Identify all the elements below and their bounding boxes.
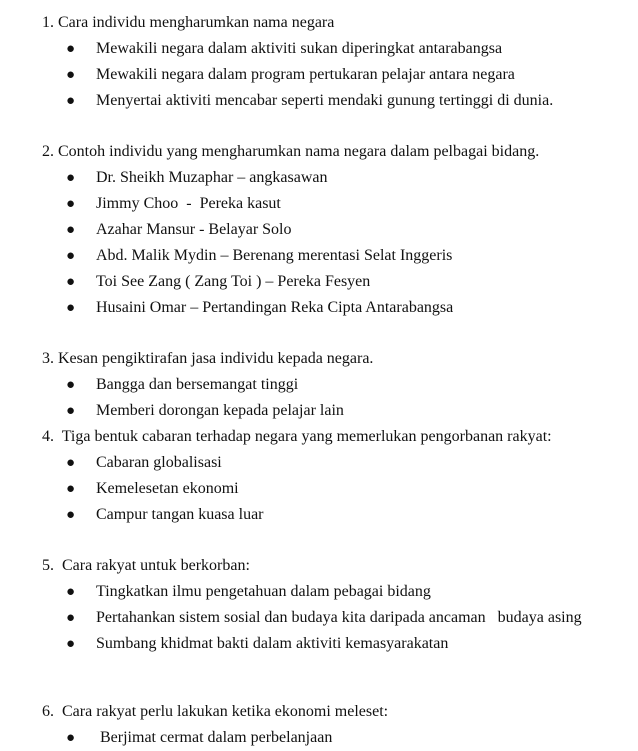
- bullet-icon: ●: [66, 170, 76, 186]
- bullet-icon: ●: [66, 730, 76, 746]
- section: [42, 139, 624, 321]
- bullet-text: Cabaran globalisasi: [96, 454, 222, 471]
- bullet-item: [42, 88, 624, 114]
- bullet-icon: ●: [66, 377, 76, 393]
- bullet-icon: ●: [66, 196, 76, 212]
- bullet-text: Campur tangan kuasa luar: [96, 506, 264, 523]
- bullet-text: Mewakili negara dalam aktiviti sukan diperingkat antarabangsa: [96, 40, 503, 57]
- bullet-icon: ●: [66, 41, 76, 57]
- section-heading: 6. Cara rakyat perlu lakukan ketika ekonomi meleset:: [42, 703, 389, 720]
- bullet-item: [42, 372, 624, 398]
- bullet-item: [42, 450, 624, 476]
- bullet-text: Memberi dorongan kepada pelajar lain: [96, 402, 344, 419]
- bullet-text: Berjimat cermat dalam perbelanjaan: [96, 729, 333, 746]
- section-heading: 1. Cara individu mengharumkan nama negara: [42, 14, 335, 31]
- bullet-icon: ●: [66, 636, 76, 652]
- bullet-icon: ●: [66, 274, 76, 290]
- section: [42, 553, 624, 657]
- bullet-item: [42, 502, 624, 528]
- bullet-text: Kemelesetan ekonomi: [96, 480, 239, 497]
- bullet-text: Jimmy Choo - Pereka kasut: [96, 195, 281, 212]
- bullet-text: Pertahankan sistem sosial dan budaya kita daripada ancaman budaya asing: [96, 609, 582, 626]
- bullet-item: [42, 191, 624, 217]
- bullet-item: [42, 295, 624, 321]
- bullet-text: Azahar Mansur - Belayar Solo: [96, 221, 292, 238]
- section-heading: 2. Contoh individu yang mengharumkan nama negara dalam pelbagai bidang.: [42, 143, 540, 160]
- bullet-item: [42, 62, 624, 88]
- bullet-text: Husaini Omar – Pertandingan Reka Cipta Antarabangsa: [96, 299, 454, 316]
- section-heading: 3. Kesan pengiktirafan jasa individu kepada negara.: [42, 350, 374, 367]
- bullet-item: [42, 631, 624, 657]
- bullet-icon: ●: [66, 222, 76, 238]
- bullet-icon: ●: [66, 584, 76, 600]
- bullet-item: [42, 165, 624, 191]
- bullet-item: [42, 243, 624, 269]
- section-heading: 4. Tiga bentuk cabaran terhadap negara yang memerlukan pengorbanan rakyat:: [42, 428, 552, 445]
- bullet-text: Abd. Malik Mydin – Berenang merentasi Selat Inggeris: [96, 247, 453, 264]
- bullet-icon: ●: [66, 403, 76, 419]
- section-heading: 5. Cara rakyat untuk berkorban:: [42, 557, 250, 574]
- bullet-item: [42, 476, 624, 502]
- bullet-icon: ●: [66, 300, 76, 316]
- bullet-text: Menyertai aktiviti mencabar seperti mendaki gunung tertinggi di dunia.: [96, 92, 554, 109]
- bullet-item: [42, 398, 624, 424]
- bullet-text: Sumbang khidmat bakti dalam aktiviti kemasyarakatan: [96, 635, 449, 652]
- bullet-text: Toi See Zang ( Zang Toi ) – Pereka Fesyen: [96, 273, 371, 290]
- bullet-text: Bangga dan bersemangat tinggi: [96, 376, 299, 393]
- bullet-icon: ●: [66, 507, 76, 523]
- bullet-item: [42, 605, 624, 631]
- bullet-icon: ●: [66, 248, 76, 264]
- bullet-text: Tingkatkan ilmu pengetahuan dalam pebagai bidang: [96, 583, 431, 600]
- bullet-icon: ●: [66, 455, 76, 471]
- bullet-item: [42, 217, 624, 243]
- section: [42, 699, 624, 751]
- bullet-icon: ●: [66, 481, 76, 497]
- bullet-text: Dr. Sheikh Muzaphar – angkasawan: [96, 169, 328, 186]
- bullet-item: [42, 725, 624, 751]
- section: [42, 424, 624, 528]
- bullet-item: [42, 579, 624, 605]
- bullet-icon: ●: [66, 610, 76, 626]
- bullet-icon: ●: [66, 93, 76, 109]
- section: [42, 346, 624, 424]
- bullet-icon: ●: [66, 67, 76, 83]
- section: [42, 10, 624, 114]
- bullet-item: [42, 269, 624, 295]
- bullet-text: Mewakili negara dalam program pertukaran pelajar antara negara: [96, 66, 515, 83]
- bullet-item: [42, 36, 624, 62]
